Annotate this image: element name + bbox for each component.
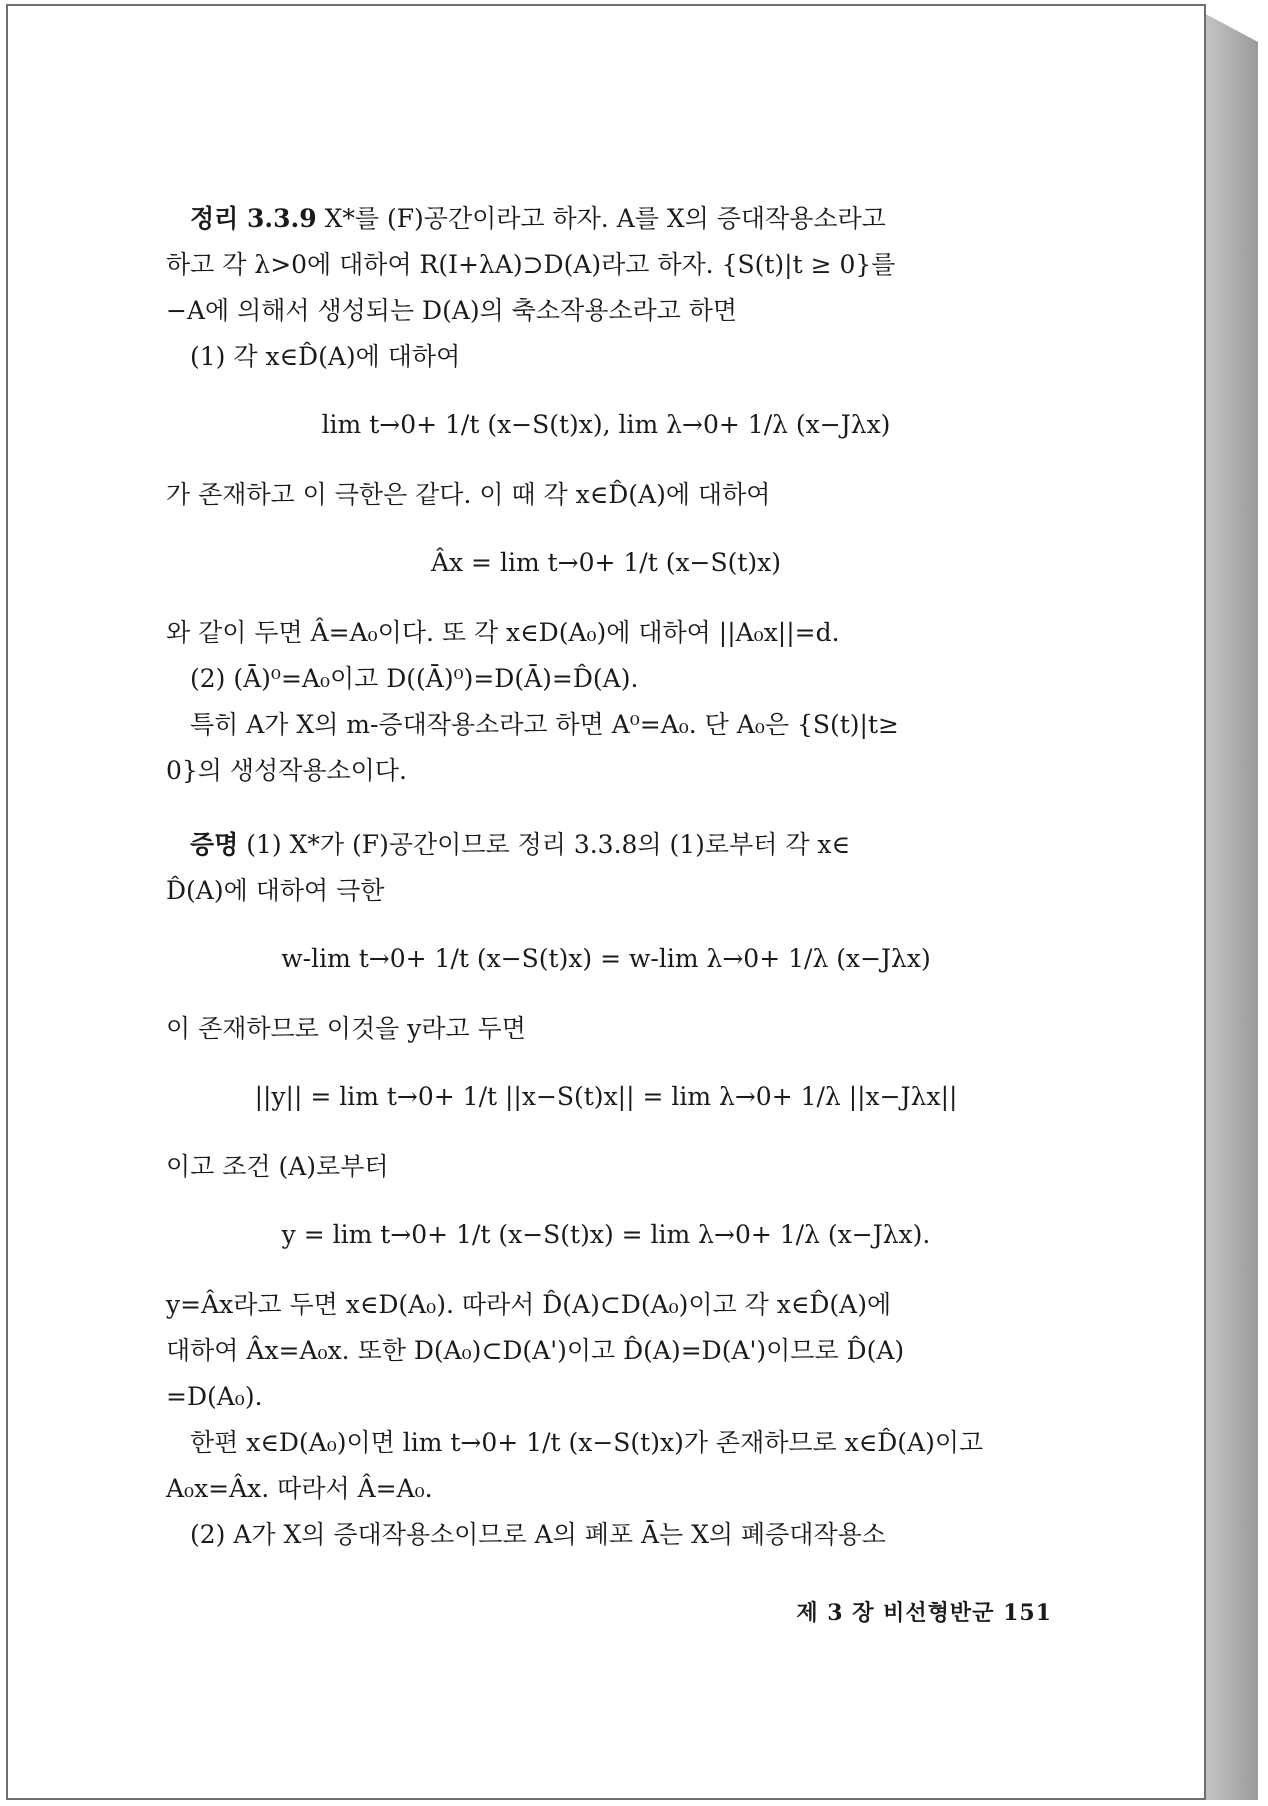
proof-p4: 한편 x∈D(A₀)이면 lim t→0+ 1/t (x−S(t)x)가 존재하므로 x∈D̂(A)이고 xyxy=(190,1428,984,1457)
theorem-line-3: −A에 의해서 생성되는 D(A)의 축소작용소라고 하면 xyxy=(166,296,738,325)
proof-heading: 증명 xyxy=(190,830,239,859)
theorem-heading: 정리 3.3.9 xyxy=(190,204,317,233)
proof-line-1: 증명 (1) X*가 (F)공간이므로 정리 3.3.8의 (1)로부터 각 x∈ xyxy=(190,830,851,859)
proof-after-1: 이 존재하므로 이것을 y라고 두면 xyxy=(166,1014,526,1043)
proof-p6: (2) A가 X의 증대작용소이므로 A의 폐포 Ā는 X의 폐증대작용소 xyxy=(190,1520,886,1549)
proof-p5: A₀x=Âx. 따라서 Â=A₀. xyxy=(166,1474,433,1503)
page-content xyxy=(166,196,1046,1558)
proof-after-2: 이고 조건 (A)로부터 xyxy=(166,1152,389,1181)
formula-y: y = lim t→0+ 1/t (x−S(t)x) = lim λ→0+ 1/λ (x−Jλx). xyxy=(281,1220,931,1249)
proof-p2: 대하여 Âx=A₀x. 또한 D(A₀)⊂D(A')이고 D̂(A)=D(A')이므로 D̂(A) xyxy=(166,1336,905,1365)
theorem-item-1: (1) 각 x∈D̂(A)에 대하여 xyxy=(190,342,461,371)
formula-a-hat: Âx = lim t→0+ 1/t (x−S(t)x) xyxy=(430,548,782,577)
theorem-after-2: 와 같이 두면 Â=A₀이다. 또 각 x∈D(A₀)에 대하여 ||A₀x||=d. xyxy=(166,618,840,647)
page-edge xyxy=(1202,12,1258,1800)
proof-p3: =D(A₀). xyxy=(166,1382,263,1411)
formula-limits: lim t→0+ 1/t (x−S(t)x), lim λ→0+ 1/λ (x−Jλx) xyxy=(321,410,891,439)
proof-line-2: D̂(A)에 대하여 극한 xyxy=(166,876,385,905)
theorem-line-1: 정리 3.3.9 X*를 (F)공간이라고 하자. A를 X의 증대작용소라고 xyxy=(190,204,886,233)
theorem-note-2: 0}의 생성작용소이다. xyxy=(166,756,407,785)
page-footer: 제 3 장 비선형반군 151 xyxy=(796,1600,1052,1626)
formula-norm: ||y|| = lim t→0+ 1/t ||x−S(t)x|| = lim λ→0+ 1/λ ||x−Jλx|| xyxy=(254,1082,958,1111)
theorem-note-1: 특히 A가 X의 m-증대작용소라고 하면 A⁰=A₀. 단 A₀은 {S(t)|t≥ xyxy=(190,710,899,739)
theorem-line-2: 하고 각 λ>0에 대하여 R(I+λA)⊃D(A)라고 하자. {S(t)|t ≥ 0}를 xyxy=(166,250,896,279)
proof-p1: y=Âx라고 두면 x∈D(A₀). 따라서 D̂(A)⊂D(A₀)이고 각 x∈D̂(A)에 xyxy=(166,1290,892,1319)
theorem-item-2: (2) (Ā)⁰=A₀이고 D((Ā)⁰)=D(Ā)=D̂(A). xyxy=(190,664,639,693)
formula-weak-limit: w-lim t→0+ 1/t (x−S(t)x) = w-lim λ→0+ 1/λ (x−Jλx) xyxy=(281,944,931,973)
theorem-after-1: 가 존재하고 이 극한은 같다. 이 때 각 x∈D̂(A)에 대하여 xyxy=(166,480,771,509)
